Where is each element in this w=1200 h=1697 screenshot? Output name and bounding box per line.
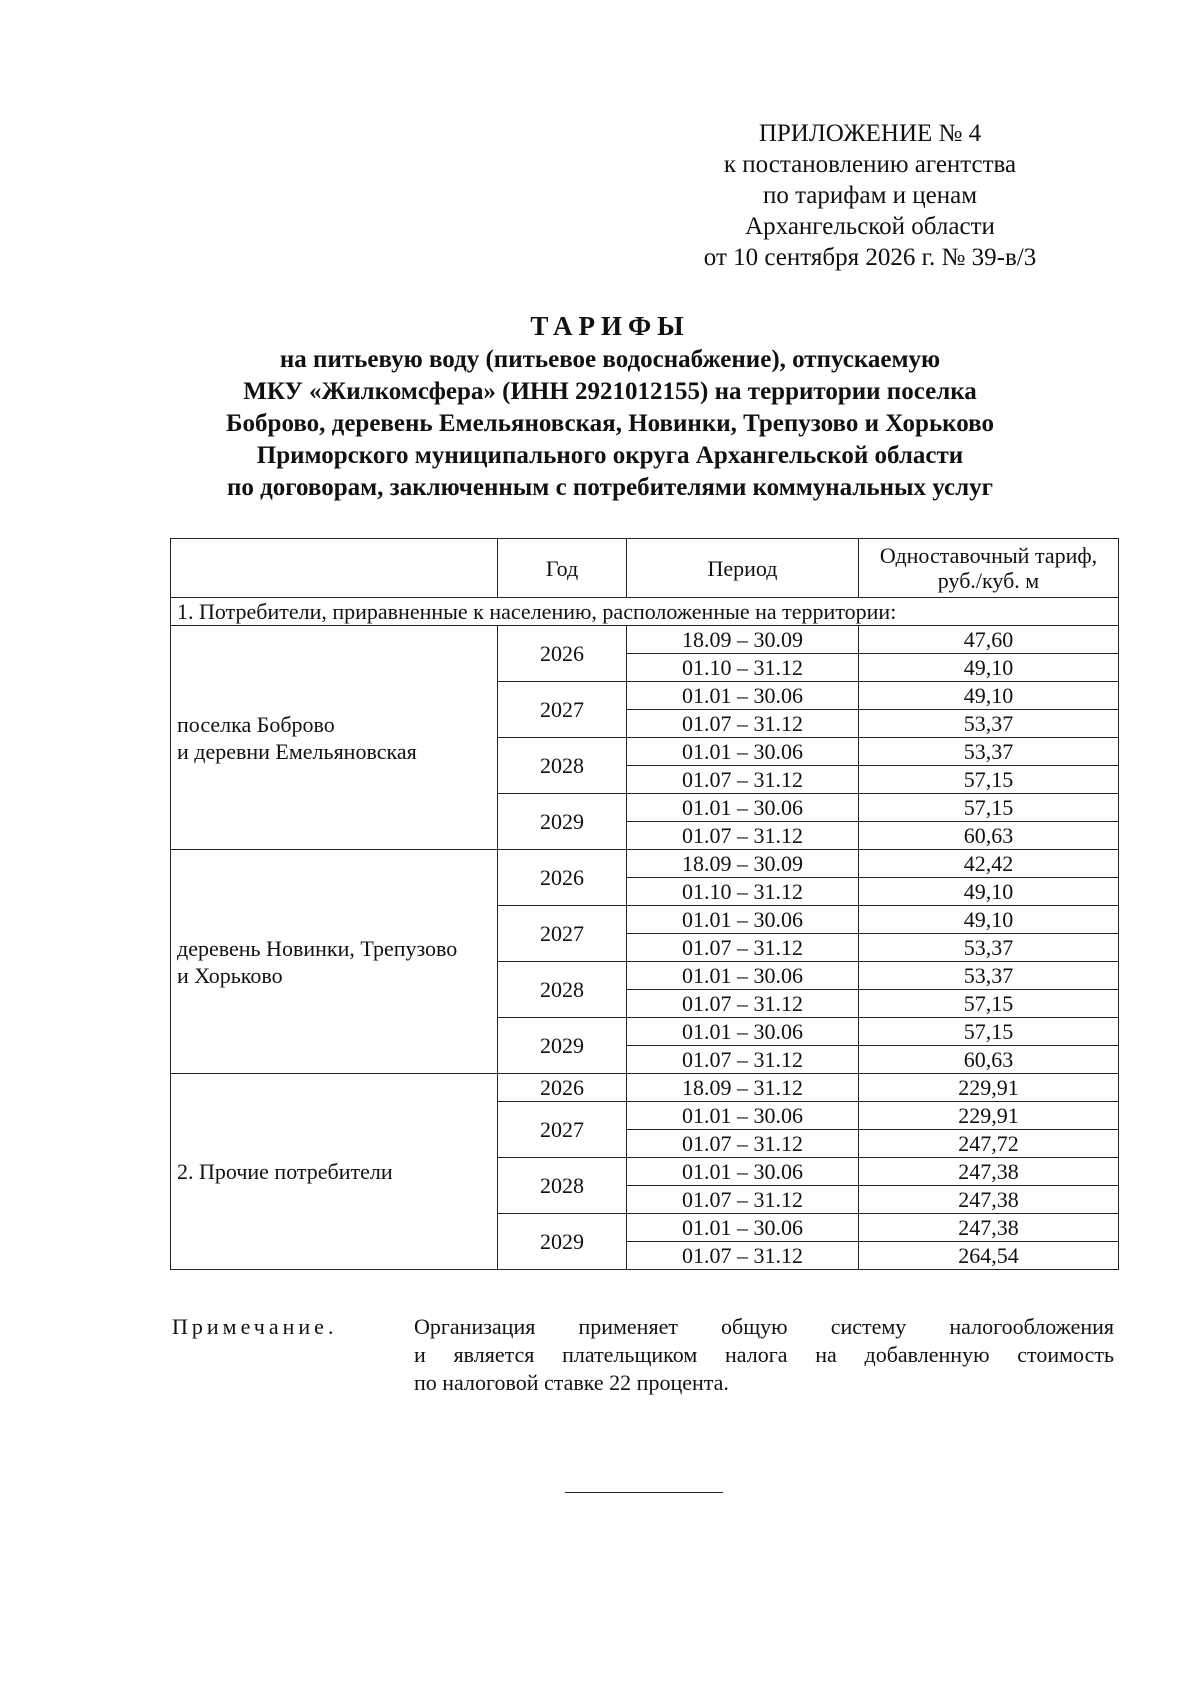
year-cell: 2026 xyxy=(498,1074,627,1102)
period-cell: 01.01 – 30.06 xyxy=(627,1102,859,1130)
note-label: Примечание. xyxy=(172,1314,338,1339)
appendix-line: Архангельской области xyxy=(745,213,995,240)
title-line: МКУ «Жилкомсфера» (ИНН 2921012155) на территории поселка xyxy=(243,378,977,405)
tariff-cell: 57,15 xyxy=(859,1018,1119,1046)
group-label xyxy=(171,626,498,850)
tariff-cell: 49,10 xyxy=(859,878,1119,906)
appendix-line: к постановлению агентства xyxy=(723,151,1017,178)
tariff-cell: 53,37 xyxy=(859,738,1119,766)
tariff-cell: 229,91 xyxy=(859,1102,1119,1130)
period-cell: 01.07 – 31.12 xyxy=(627,1242,859,1270)
tariff-cell: 57,15 xyxy=(859,794,1119,822)
group-label-line: и Хорьково xyxy=(177,962,283,988)
period-cell: 01.07 – 31.12 xyxy=(627,1046,859,1074)
tariff-cell: 229,91 xyxy=(859,1074,1119,1102)
document-title xyxy=(140,310,1080,504)
page-title: ТАРИФЫ xyxy=(530,311,690,341)
year-cell: 2029 xyxy=(498,1214,627,1270)
period-cell: 01.01 – 30.06 xyxy=(627,906,859,934)
year-cell: 2028 xyxy=(498,962,627,1018)
table-row xyxy=(171,626,1119,654)
period-cell: 01.01 – 30.06 xyxy=(627,962,859,990)
year-cell: 2027 xyxy=(498,682,627,738)
tariff-cell: 53,37 xyxy=(859,962,1119,990)
header-tariff-unit: руб./куб. м xyxy=(937,568,1040,593)
header-empty-cell xyxy=(171,539,498,598)
tariff-cell: 264,54 xyxy=(859,1242,1119,1270)
table-row xyxy=(171,1074,1119,1102)
year-cell: 2027 xyxy=(498,906,627,962)
title-line: по договорам, заключенным с потребителями коммунальных услуг xyxy=(226,474,994,501)
tariff-cell: 60,63 xyxy=(859,1046,1119,1074)
tariff-cell: 53,37 xyxy=(859,710,1119,738)
end-separator-line xyxy=(565,1492,723,1493)
year-cell: 2028 xyxy=(498,738,627,794)
tariff-cell: 247,38 xyxy=(859,1186,1119,1214)
tariff-cell: 247,72 xyxy=(859,1130,1119,1158)
tariff-cell: 57,15 xyxy=(859,766,1119,794)
period-cell: 01.07 – 31.12 xyxy=(627,710,859,738)
period-cell: 01.01 – 30.06 xyxy=(627,1158,859,1186)
period-cell: 01.07 – 31.12 xyxy=(627,1130,859,1158)
group-label-line: и деревни Емельяновская xyxy=(177,738,417,764)
header-period: Период xyxy=(627,539,859,598)
appendix-header xyxy=(660,118,1080,273)
tariff-cell: 60,63 xyxy=(859,822,1119,850)
period-cell: 01.10 – 31.12 xyxy=(627,654,859,682)
table-row xyxy=(171,850,1119,878)
appendix-title: ПРИЛОЖЕНИЕ № 4 xyxy=(758,120,982,147)
group-label xyxy=(171,850,498,1074)
title-line: на питьевую воду (питьевое водоснабжение), отпускаемую xyxy=(279,346,941,373)
appendix-date: от 10 сентября 2026 г. № 39-в/3 xyxy=(703,244,1037,271)
tariff-cell: 42,42 xyxy=(859,850,1119,878)
period-cell: 18.09 – 30.09 xyxy=(627,626,859,654)
section-row xyxy=(171,598,1119,626)
period-cell: 01.07 – 31.12 xyxy=(627,1186,859,1214)
note-line: и является плательщиком налога на добавленную стоимость xyxy=(414,1342,1114,1367)
tariff-cell: 247,38 xyxy=(859,1158,1119,1186)
group-label-line: деревень Новинки, Трепузово xyxy=(177,935,458,961)
period-cell: 01.01 – 30.06 xyxy=(627,1214,859,1242)
note-line: по налоговой ставке 22 процента. xyxy=(414,1370,729,1395)
appendix-line: по тарифам и ценам xyxy=(762,182,978,209)
tariff-cell: 57,15 xyxy=(859,990,1119,1018)
period-cell: 01.10 – 31.12 xyxy=(627,878,859,906)
period-cell: 01.01 – 30.06 xyxy=(627,738,859,766)
period-cell: 01.01 – 30.06 xyxy=(627,682,859,710)
title-line: Приморского муниципального округа Архангельской области xyxy=(256,442,964,469)
tariff-cell: 47,60 xyxy=(859,626,1119,654)
period-cell: 18.09 – 30.09 xyxy=(627,850,859,878)
tariff-table xyxy=(170,538,1119,1270)
tariff-cell: 49,10 xyxy=(859,654,1119,682)
period-cell: 01.07 – 31.12 xyxy=(627,934,859,962)
period-cell: 01.01 – 30.06 xyxy=(627,1018,859,1046)
group-label-line: поселка Боброво xyxy=(177,711,335,737)
year-cell: 2028 xyxy=(498,1158,627,1214)
year-cell: 2029 xyxy=(498,794,627,850)
note-line: Организация применяет общую систему налогообложения xyxy=(414,1314,1114,1339)
title-line: Боброво, деревень Емельяновская, Новинки, Трепузово и Хорьково xyxy=(226,410,994,437)
header-year: Год xyxy=(498,539,627,598)
note-text xyxy=(414,1313,1114,1397)
period-cell: 18.09 – 31.12 xyxy=(627,1074,859,1102)
period-cell: 01.07 – 31.12 xyxy=(627,822,859,850)
tariff-cell: 53,37 xyxy=(859,934,1119,962)
tariff-cell: 49,10 xyxy=(859,682,1119,710)
header-tariff-line: Одноставочный тариф, xyxy=(879,543,1098,568)
year-cell: 2029 xyxy=(498,1018,627,1074)
section-heading: 1. Потребители, приравненные к населению, расположенные на территории: xyxy=(171,598,1119,626)
year-cell: 2026 xyxy=(498,850,627,906)
tariff-cell: 247,38 xyxy=(859,1214,1119,1242)
table-header-row xyxy=(171,539,1119,598)
year-cell: 2027 xyxy=(498,1102,627,1158)
group-label: 2. Прочие потребители xyxy=(171,1074,498,1270)
period-cell: 01.07 – 31.12 xyxy=(627,766,859,794)
header-tariff xyxy=(859,539,1119,598)
tariff-cell: 49,10 xyxy=(859,906,1119,934)
year-cell: 2026 xyxy=(498,626,627,682)
period-cell: 01.01 – 30.06 xyxy=(627,794,859,822)
period-cell: 01.07 – 31.12 xyxy=(627,990,859,1018)
